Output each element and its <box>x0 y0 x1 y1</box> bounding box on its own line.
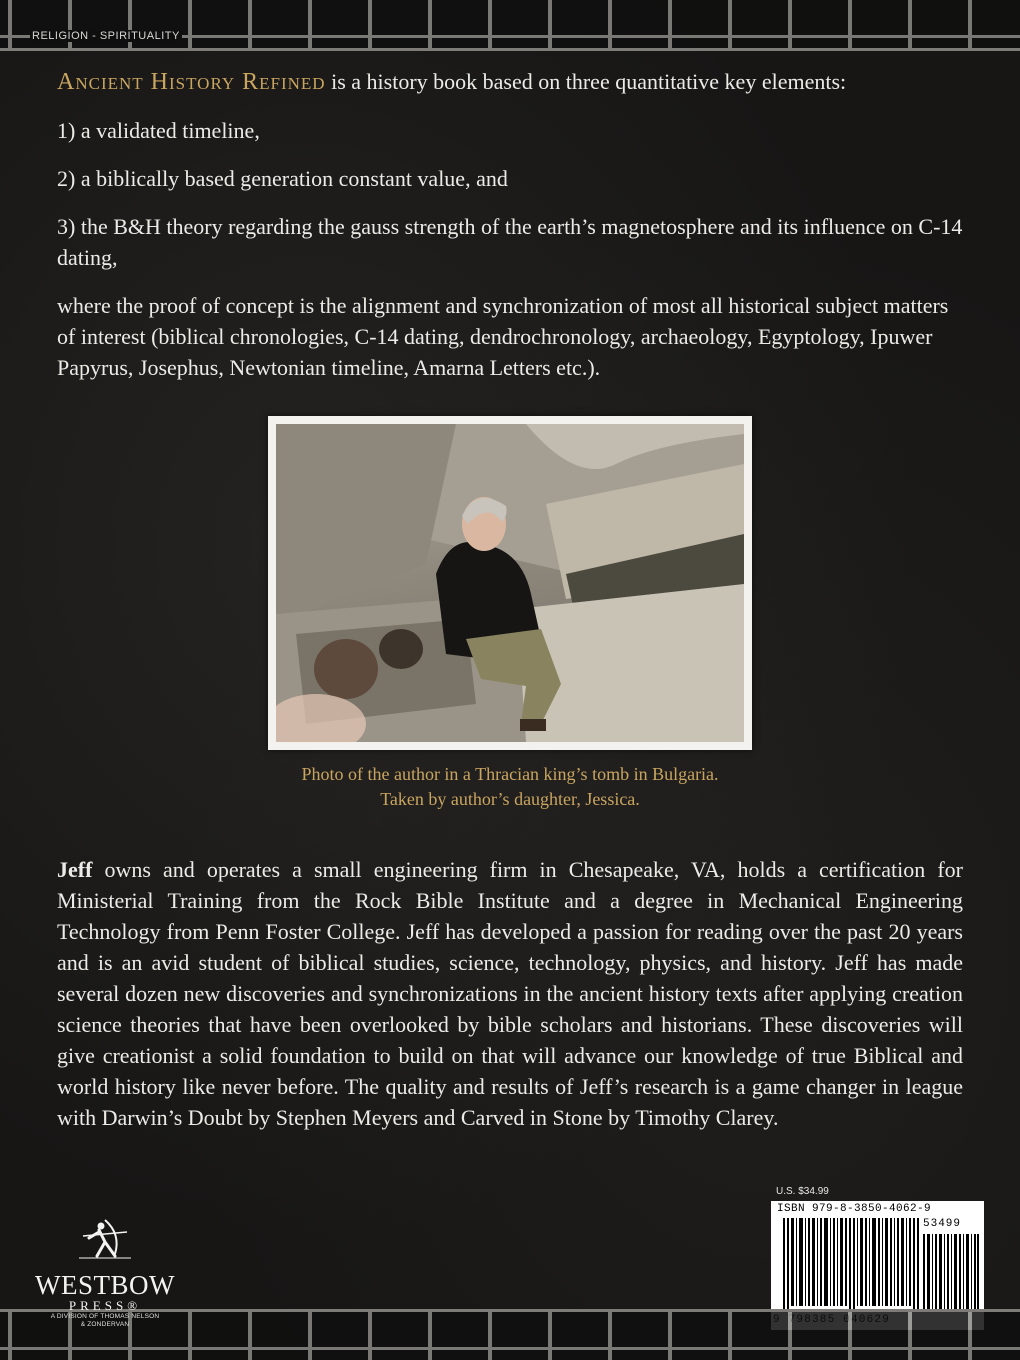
publisher-division-line-2: & ZONDERVAN <box>80 1321 130 1328</box>
author-bio <box>57 854 963 1133</box>
photo-caption-line-1: Photo of the author in a Thracian king’s tomb in Bulgaria. <box>301 764 719 784</box>
border-rule-top <box>0 48 1020 51</box>
price-label: U.S. $34.99 <box>776 1186 829 1197</box>
key-element-2: 2) a biblically based generation constant value, and <box>57 166 508 191</box>
archer-icon <box>75 1216 135 1262</box>
publisher-division-line-1: A DIVISION OF THOMAS NELSON <box>50 1313 160 1320</box>
intro-lead-paragraph <box>57 66 967 98</box>
book-description <box>57 66 967 400</box>
author-bio-text: owns and operates a small engineering firm in Chesapeake, VA, holds a certification for Ministerial Training from the Rock Bible Institute and a degree in Mechanical Engineering Technology from Penn Foster College. Jeff has developed a passion for reading over the past 20 years and is an avid student of biblical studies, science, technology, physics, and history. Jeff has made several dozen new discoveries and synchronizations in the ancient history texts after applying creation science theories that have been overlooked by bible scholars and historians. These discoveries will give creationist a solid foundation to build on that will advance our knowledge of true Biblical and world history like never before. The quality and results of Jeff’s research is a game changer in league with Darwin’s Doubt by Stephen Meyers and Carved in Stone by Timothy Clarey. <box>57 857 963 1130</box>
intro-lead: is a history book based on three quantitative key elements: <box>325 69 847 94</box>
addon-barcode-icon <box>923 1234 979 1310</box>
photo-caption-line-2: Taken by author’s daughter, Jessica. <box>380 789 640 809</box>
category-label: RELIGION - SPIRITUALITY <box>32 30 180 42</box>
barcode-addon-number: 53499 <box>923 1218 962 1230</box>
publisher-name: WESTBOW <box>35 1270 175 1300</box>
author-photo-frame <box>268 416 752 750</box>
key-element-1: 1) a validated timeline, <box>57 118 260 143</box>
book-title: Ancient History Refined <box>57 69 326 95</box>
author-photo-illustration <box>276 424 744 742</box>
isbn-text: ISBN 979-8-3850-4062-9 <box>777 1203 932 1215</box>
publisher-logo <box>30 1216 180 1336</box>
author-photo <box>276 424 744 742</box>
ean-barcode-icon <box>783 1218 919 1312</box>
publisher-press: PRESS® <box>68 1298 142 1313</box>
photo-caption <box>200 762 820 812</box>
author-name: Jeff <box>57 857 93 882</box>
proof-of-concept-paragraph: where the proof of concept is the alignment and synchronization of most all historical subject matters of interest (biblical chronologies, C-14 dating, dendrochronology, archaeology, Egyptology, Ipuwer Papyrus, Josephus, Newtonian timeline, Amarna Letters etc.). <box>57 293 949 380</box>
key-element-3: 3) the B&H theory regarding the gauss strength of the earth’s magnetosphere and its influence on C-14 dating, <box>57 214 963 270</box>
